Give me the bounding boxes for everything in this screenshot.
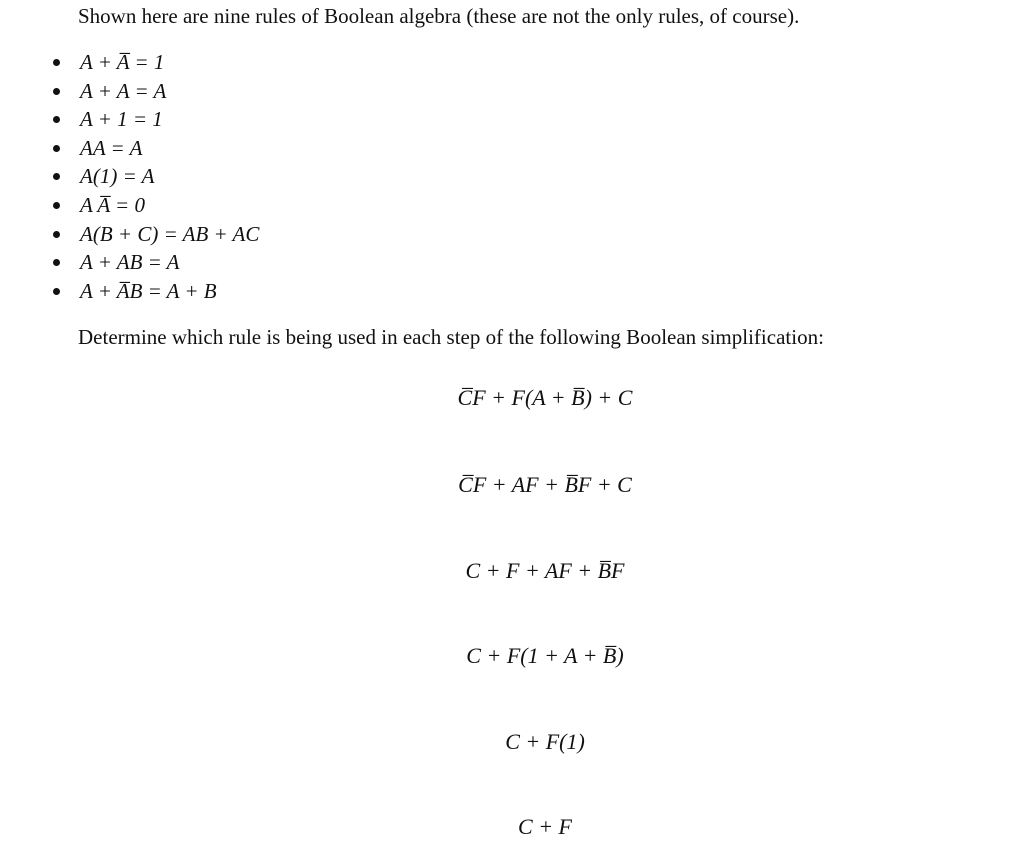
rule-expression: AA = A xyxy=(80,135,143,160)
simplification-step: C + F xyxy=(518,814,572,839)
simplification-step: C + F(1) xyxy=(505,729,585,754)
simplification-step: C + F(1 + A + B̅) xyxy=(466,643,624,668)
bullet-icon xyxy=(53,116,60,123)
rule-expression: A(1) = A xyxy=(80,164,155,189)
simplification-step: C + F + AF + B̅F xyxy=(465,558,625,583)
rule-expression: A + A̅B = A + B xyxy=(80,278,217,303)
rule-expression: A + AB = A xyxy=(80,250,180,275)
question-prompt: Determine which rule is being used in each step of the following Boolean simplification: xyxy=(78,325,824,349)
rule-expression: A A̅ = 0 xyxy=(80,192,145,217)
rule-expression: A + 1 = 1 xyxy=(80,107,163,132)
simplification-step: C̅F + AF + B̅F + C xyxy=(458,472,632,497)
bullet-icon xyxy=(53,231,60,238)
rule-expression: A(B + C) = AB + AC xyxy=(80,221,260,246)
bullet-icon xyxy=(53,145,60,152)
rule-expression: A + A̅ = 1 xyxy=(80,50,165,74)
simplification-step: C̅F + F(A + B̅) + C xyxy=(457,385,633,410)
bullet-icon xyxy=(53,173,60,180)
bullet-icon xyxy=(53,259,60,266)
bullet-icon xyxy=(53,202,60,209)
intro-text: Shown here are nine rules of Boolean algebra (these are not the only rules, of course). xyxy=(78,4,800,28)
rule-expression: A + A = A xyxy=(80,78,167,103)
bullet-icon xyxy=(53,288,60,295)
bullet-icon xyxy=(53,59,60,66)
bullet-icon xyxy=(53,88,60,95)
